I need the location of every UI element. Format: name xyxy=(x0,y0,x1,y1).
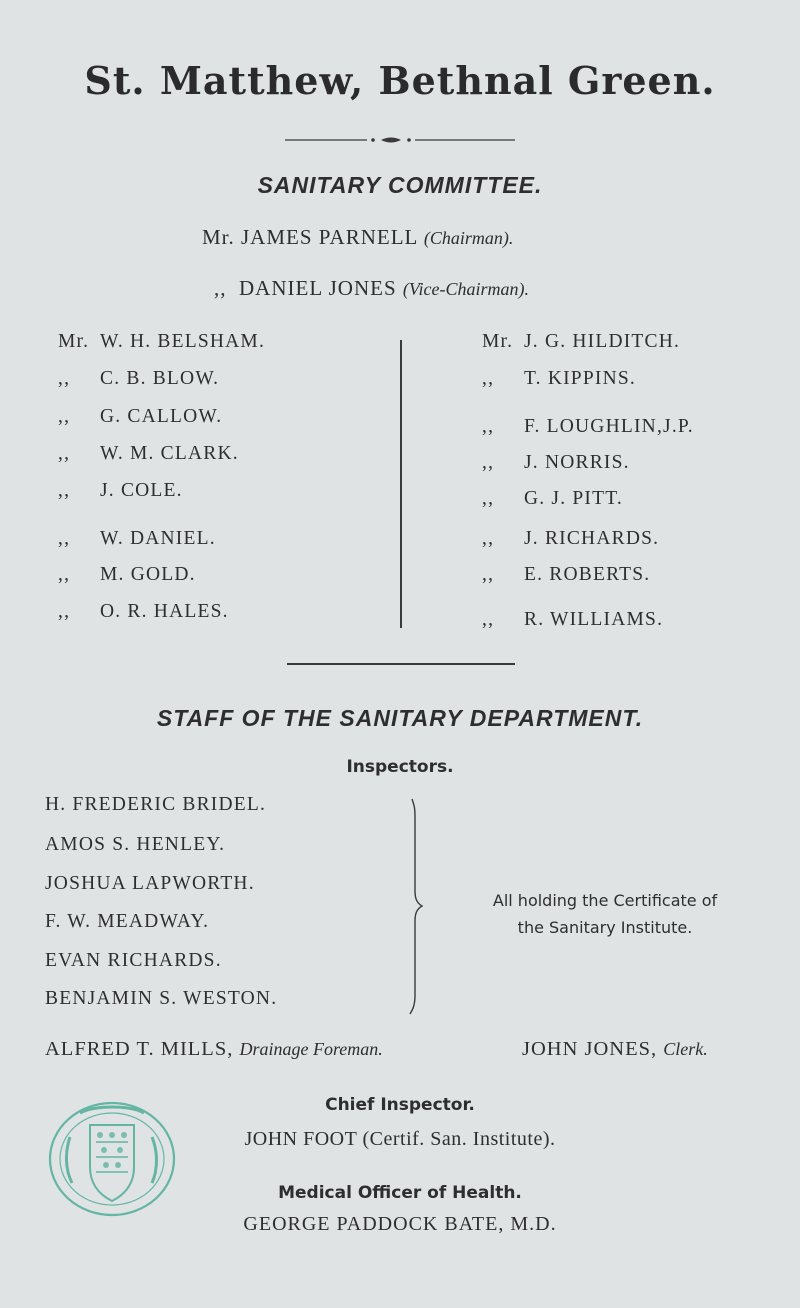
committee-member: ,, M. GOLD. xyxy=(58,564,196,585)
committee-member: ,, F. LOUGHLIN,J.P. xyxy=(482,416,694,437)
foreman-name: ALFRED T. MILLS, xyxy=(45,1038,234,1060)
committee-member: ,, O. R. HALES. xyxy=(58,601,229,622)
committee-member: ,, C. B. BLOW. xyxy=(58,368,220,389)
inspector-name: EVAN RICHARDS. xyxy=(45,950,222,971)
committee-member: ,, W. DANIEL. xyxy=(58,528,216,549)
inspector-name: F. W. MEADWAY. xyxy=(45,911,210,932)
chairman-role: (Chairman). xyxy=(423,228,514,248)
committee-member: ,, J. NORRIS. xyxy=(482,452,630,473)
chairman-name: Mr. JAMES PARNELL xyxy=(202,225,418,249)
inspector-name: AMOS S. HENLEY. xyxy=(45,834,226,855)
drainage-foreman xyxy=(45,1038,383,1061)
chairman-line xyxy=(202,225,513,250)
vice-chairman-prefix: ,, xyxy=(214,276,227,300)
clerk xyxy=(522,1038,708,1061)
medical-officer-name: GEORGE PADDOCK BATE, M.D. xyxy=(243,1213,557,1235)
vice-chairman-name: DANIEL JONES xyxy=(239,276,397,300)
committee-member: ,, J. COLE. xyxy=(58,480,183,501)
committee-member: ,, G. J. PITT. xyxy=(482,488,623,509)
committee-member: ,, T. KIPPINS. xyxy=(482,368,636,389)
vice-chairman-line xyxy=(214,276,529,301)
certificate-note xyxy=(440,887,770,941)
committee-member: ,, R. WILLIAMS. xyxy=(482,609,664,630)
staff-heading: STAFF OF THE SANITARY DEPARTMENT. xyxy=(156,705,644,731)
inspectors-label: Inspectors. xyxy=(346,757,454,777)
committee-member: ,, G. CALLOW. xyxy=(58,406,223,427)
clerk-name: JOHN JONES, xyxy=(522,1038,658,1060)
medical-officer-label: Medical Officer of Health. xyxy=(278,1183,522,1203)
inspector-name: BENJAMIN S. WESTON. xyxy=(45,988,278,1009)
library-stamp xyxy=(40,1097,180,1227)
clerk-role: Clerk. xyxy=(663,1039,708,1059)
certificate-note-line: the Sanitary Institute. xyxy=(517,918,693,937)
committee-member: ,, E. ROBERTS. xyxy=(482,564,651,585)
brace-icon xyxy=(400,795,430,1017)
certificate-note-line: All holding the Certificate of xyxy=(492,891,718,910)
committee-heading: SANITARY COMMITTEE. xyxy=(257,172,543,198)
section-divider xyxy=(287,663,515,665)
chief-inspector-name: JOHN FOOT (Certif. San. Institute). xyxy=(244,1128,556,1150)
committee-member: ,, W. M. CLARK. xyxy=(58,443,239,464)
column-divider xyxy=(400,340,402,628)
foreman-role: Drainage Foreman. xyxy=(239,1039,383,1059)
chief-inspector-label: Chief Inspector. xyxy=(325,1095,475,1115)
ornament-divider xyxy=(285,133,515,147)
inspector-name: JOSHUA LAPWORTH. xyxy=(45,873,255,894)
committee-member: Mr. J. G. HILDITCH. xyxy=(482,331,681,352)
committee-member: Mr. W. H. BELSHAM. xyxy=(58,331,266,352)
committee-member: ,, J. RICHARDS. xyxy=(482,528,660,549)
vice-chairman-role: (Vice-Chairman). xyxy=(402,279,530,299)
inspector-name: H. FREDERIC BRIDEL. xyxy=(45,794,267,815)
page-title: St. Matthew, Bethnal Green. xyxy=(84,58,716,103)
